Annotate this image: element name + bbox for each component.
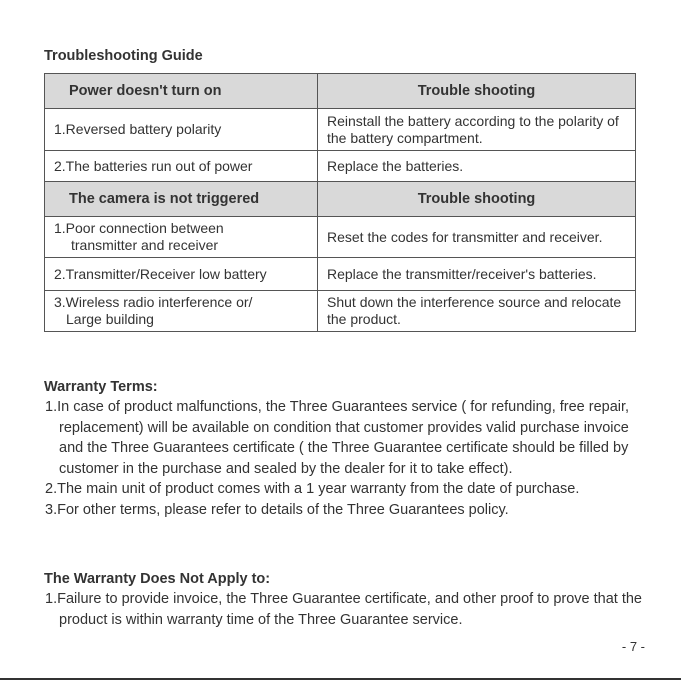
problem-cell (45, 217, 318, 258)
solution-cell: Shut down the interference source and relocate the product. (318, 291, 636, 332)
solution-cell: Reset the codes for transmitter and receiver. (318, 217, 636, 258)
solution-cell: Replace the batteries. (318, 151, 636, 182)
header-solution: Trouble shooting (318, 182, 636, 217)
warranty-exclusions-section (44, 571, 644, 630)
page-title: Troubleshooting Guide (44, 48, 203, 64)
problem-cell: 2.The batteries run out of power (45, 151, 318, 182)
header-problem: The camera is not triggered (45, 182, 318, 217)
problem-cell (45, 291, 318, 332)
warranty-heading: Warranty Terms: (44, 379, 158, 395)
troubleshooting-table (44, 73, 636, 332)
page-number: - 7 - (621, 639, 645, 654)
problem-cell: 2.Transmitter/Receiver low battery (45, 258, 318, 291)
problem-line: 1.Poor connection between (54, 220, 224, 236)
warranty-list (44, 397, 644, 520)
table-header-row (45, 182, 636, 217)
problem-line: 3.Wireless radio interference or/ (54, 294, 253, 310)
table-row (45, 291, 636, 332)
list-item: 3.For other terms, please refer to details of the Three Guarantees policy. (45, 501, 509, 518)
table-row (45, 151, 636, 182)
table-row (45, 217, 636, 258)
table-header-row (45, 74, 636, 109)
list-item: 1.In case of product malfunctions, the Three Guarantees service ( for refunding, free repair, replacement) will be available on condition that customer provides valid purchase invoice and the Three Guarantees certificate ( the Three Guarantee certificate should be filled by customer in the purchase and sealed by the dealer for it to take effect). (45, 399, 630, 477)
header-problem: Power doesn't turn on (45, 74, 318, 109)
table-row (45, 258, 636, 291)
solution-cell: Reinstall the battery according to the polarity of the battery compartment. (318, 109, 636, 151)
table-row (45, 109, 636, 151)
problem-line: Large building (66, 311, 154, 327)
problem-line: transmitter and receiver (71, 237, 219, 253)
exclusions-list (44, 589, 644, 630)
problem-cell: 1.Reversed battery polarity (45, 109, 318, 151)
header-solution: Trouble shooting (318, 74, 636, 109)
list-item: 1.Failure to provide invoice, the Three Guarantee certificate, and other proof to prove that the product is within warranty time of the Three Guarantee service. (45, 591, 642, 628)
exclusions-heading: The Warranty Does Not Apply to: (44, 571, 271, 587)
bottom-divider (0, 678, 681, 680)
warranty-terms-section (44, 379, 644, 520)
list-item: 2.The main unit of product comes with a 1 year warranty from the date of purchase. (45, 481, 580, 497)
solution-cell: Replace the transmitter/receiver's batteries. (318, 258, 636, 291)
